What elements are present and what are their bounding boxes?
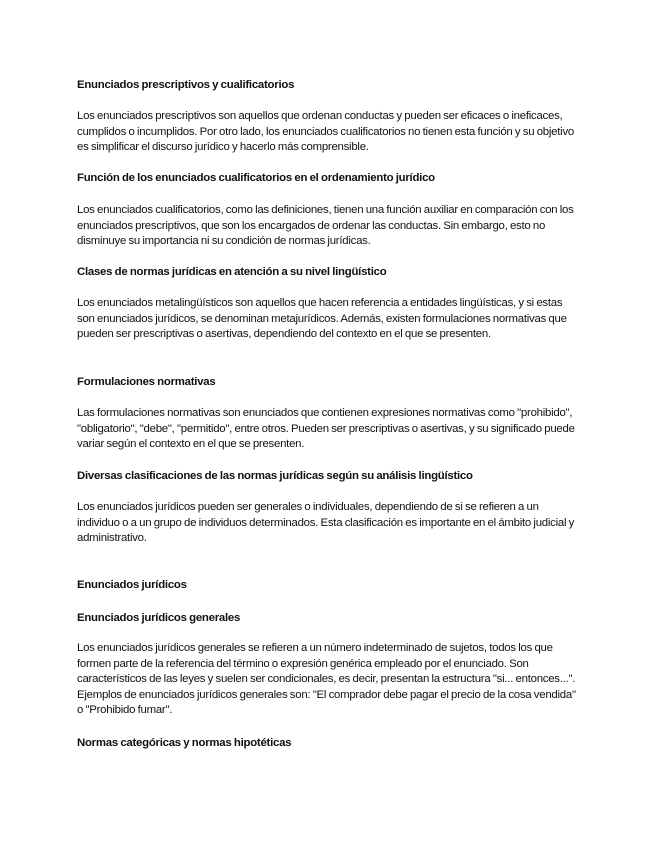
heading-legal-statements: Enunciados jurídicos xyxy=(77,579,187,591)
document-page xyxy=(77,0,581,848)
paragraph-classifications: Los enunciados jurídicos pueden ser generales o individuales, dependiendo de si se refieren a un individuo o a un grupo de individuos determinados. Esta clasificación es importante en el ámbito judicial y administrativo. xyxy=(77,501,575,545)
paragraph-prescriptive-qualifying: Los enunciados prescriptivos son aquellos que ordenan conductas y pueden ser eficaces o ineficaces, cumplidos o incumplidos. Por otro lado, los enunciados cualificatorios no tienen esta función y su objetivo es simplificar el discurso jurídico y hacerlo más comprensible. xyxy=(77,110,574,154)
paragraph-general-legal-statements: Los enunciados jurídicos generales se refieren a un número indeterminado de sujetos, todos los que formen parte de la referencia del término o expresión genérica empleado por el enunciado. Son característicos de las leyes y suelen ser condicionales, es decir, presentan la estructura "si... entonces...". Ejemplos de enunciados jurídicos generales son: "El comprador debe pagar el precio de la cosa vendida" o "Prohibido fumar". xyxy=(77,642,576,717)
paragraph-qualifying-function: Los enunciados cualificatorios, como las definiciones, tienen una función auxiliar en comparación con los enunciados prescriptivos, que son los encargados de ordenar las conductas. Sin embargo, esto no disminuye su importancia ni su condición de normas jurídicas. xyxy=(77,204,574,248)
heading-qualifying-function: Función de los enunciados cualificatorios en el ordenamiento jurídico xyxy=(77,172,435,184)
heading-classifications: Diversas clasificaciones de las normas jurídicas según su análisis lingüístico xyxy=(77,470,473,482)
heading-prescriptive-qualifying: Enunciados prescriptivos y cualificatorios xyxy=(77,79,295,91)
paragraph-linguistic-level: Los enunciados metalingüísticos son aquellos que hacen referencia a entidades lingüísticas, y si estas son enunciados jurídicos, se denominan metajurídicos. Además, existen formulaciones normativas que pueden ser prescriptivas o asertivas, dependiendo del contexto en el que se presenten. xyxy=(77,297,567,341)
paragraph-normative-formulations: Las formulaciones normativas son enunciados que contienen expresiones normativas como "prohibido", "obligatorio", "debe", "permitido", entre otros. Pueden ser prescriptivas o asertivas, y su significado puede variar según el contexto en el que se presenten. xyxy=(77,407,575,451)
heading-linguistic-level: Clases de normas jurídicas en atención a su nivel lingüístico xyxy=(77,266,387,278)
heading-normative-formulations: Formulaciones normativas xyxy=(77,376,216,388)
heading-categorical-hypothetical: Normas categóricas y normas hipotéticas xyxy=(77,737,292,749)
heading-general-legal-statements: Enunciados jurídicos generales xyxy=(77,612,241,624)
